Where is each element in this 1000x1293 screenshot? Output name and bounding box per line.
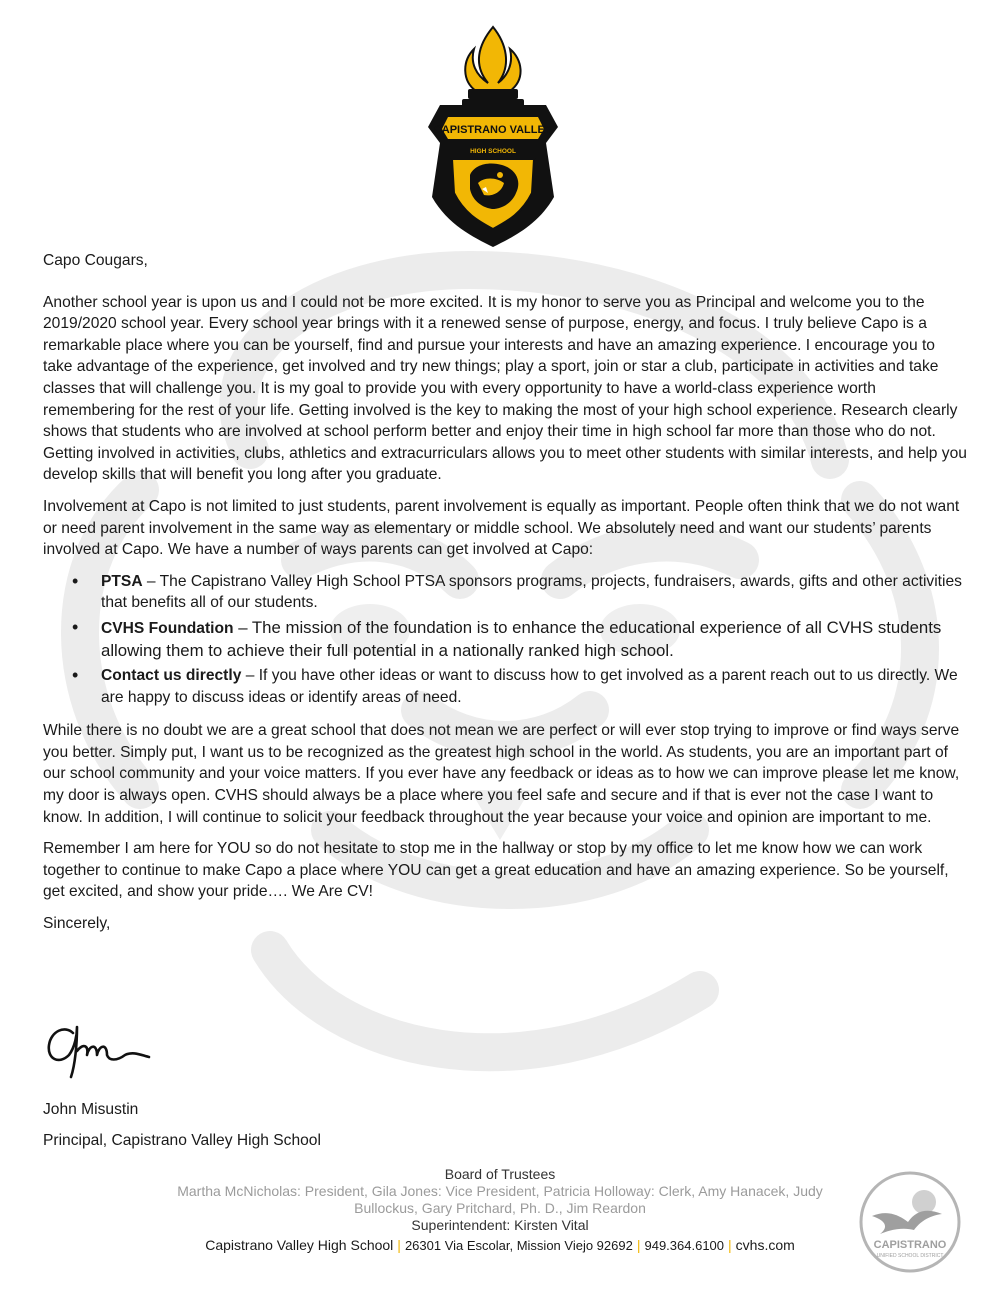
- district-logo: [858, 1170, 962, 1274]
- letter-body: [43, 250, 968, 945]
- contact-line: [160, 1237, 840, 1254]
- paragraph-closing-remarks: Remember I am here for YOU so do not hesitate to stop me in the hallway or stop by my office to let me know how we can work together to continue to make Capo a place where YOU can get a great education and have an amazing experience. So be yourself, get excited, and show your pride…. We Are CV!: [43, 840, 949, 901]
- district-subtitle: UNIFIED SCHOOL DISTRICT: [876, 1253, 944, 1259]
- list-item-label: PTSA: [101, 572, 143, 590]
- superintendent: Superintendent: Kirsten Vital: [411, 1217, 589, 1233]
- signature-icon: [45, 1015, 155, 1085]
- school-phone: 949.364.6100: [644, 1238, 725, 1253]
- list-item-text: – The Capistrano Valley High School PTSA sponsors programs, projects, fundraisers, awards, gifts and other activities that benefits all of our students.: [101, 572, 962, 612]
- torch-flame-icon: [465, 27, 520, 91]
- school-crest-logo: [418, 25, 568, 250]
- separator: |: [636, 1237, 641, 1253]
- paragraph-feedback: While there is no doubt we are a great school that does not mean we are perfect or will ever stop trying to improve or find ways serve you better. Simply put, I want us to be recognized as the greatest high school in the world. As students, you are an important part of our school community and your voice matters. If you ever have any feedback or ideas as to how we can improve please let me know, my door is always open. CVHS should always be a place where you feel safe and secure and if that is ever not the case I want to know. In addition, I will continue to solicit your feedback throughout the year because your voice and opinion are important to me.: [43, 722, 960, 826]
- crest-line-1: CAPISTRANO VALLEY: [433, 124, 553, 136]
- trustees-list: Martha McNicholas: President, Gila Jones: Vice President, Patricia Holloway: Clerk, Amy Hanacek, Judy Bullockus, Gary Pritchard, Ph. D., Jim Reardon: [177, 1183, 823, 1216]
- involvement-list: [43, 571, 968, 709]
- school-website[interactable]: cvhs.com: [735, 1237, 795, 1253]
- list-item: [101, 665, 968, 708]
- list-item-text: – The mission of the foundation is to enhance the educational experience of all CVHS students allowing them to achieve their full potential in a nationally ranked high school.: [101, 617, 942, 660]
- separator: |: [728, 1237, 732, 1253]
- list-item: [101, 571, 968, 614]
- list-item: [101, 617, 968, 662]
- signer-block: [43, 1094, 321, 1156]
- paragraph-parent-involvement: Involvement at Capo is not limited to just students, parent involvement is equally as important. People often think that we do not want or need parent involvement in the same way as elementary or middle school. We absolutely need and want our students’ parents involved at Capo. We have a number of ways parents can get involved at Capo:: [43, 497, 960, 559]
- board-label: Board of Trustees: [444, 1166, 556, 1182]
- signer-title: Principal, Capistrano Valley High School: [43, 1132, 321, 1149]
- signer-name: John Misustin: [43, 1101, 139, 1118]
- crest-line-2: HIGH SCHOOL: [470, 148, 516, 155]
- list-item-text: – If you have other ideas or want to discuss how to get involved as a parent reach out to us directly. We are happy to discuss ideas or identify areas of need.: [101, 667, 958, 706]
- school-name: Capistrano Valley High School: [205, 1237, 394, 1253]
- separator: |: [397, 1237, 401, 1253]
- salutation: Capo Cougars,: [43, 252, 148, 269]
- list-item-label: Contact us directly: [101, 667, 242, 685]
- district-name: CAPISTRANO: [873, 1239, 947, 1251]
- school-address: 26301 Via Escolar, Mission Viejo 92692: [404, 1238, 633, 1253]
- list-item-label: CVHS Foundation: [101, 619, 234, 637]
- footer: [160, 1166, 840, 1254]
- closing: Sincerely,: [43, 915, 111, 933]
- paragraph-welcome: Another school year is upon us and I could not be more excited. It is my honor to serve you as Principal and welcome you to the 2019/2020 school year. Every school year brings with it a renewed sense of purpose, energy, and focus. I truly believe Capo is a remarkable place where you can be yourself, find and pursue your interests and have an amazing experience. I encourage you to take advantage of the experience, get involved and try new things; play a sport, join or star a club, participate in activities and take classes that will challenge you. It is my goal to provide you with every opportunity to have a world-class experience worth remembering for the rest of your life. Getting involved is the key to making the most of your high school experience. Research clearly shows that students who are involved at school perform better and enjoy their time in high school far more than those who do not. Getting involved in activities, clubs, athletics and extracurriculars allows you to meet other students with similar interests, and help you develop skills that will benefit you long after you graduate.: [43, 293, 967, 484]
